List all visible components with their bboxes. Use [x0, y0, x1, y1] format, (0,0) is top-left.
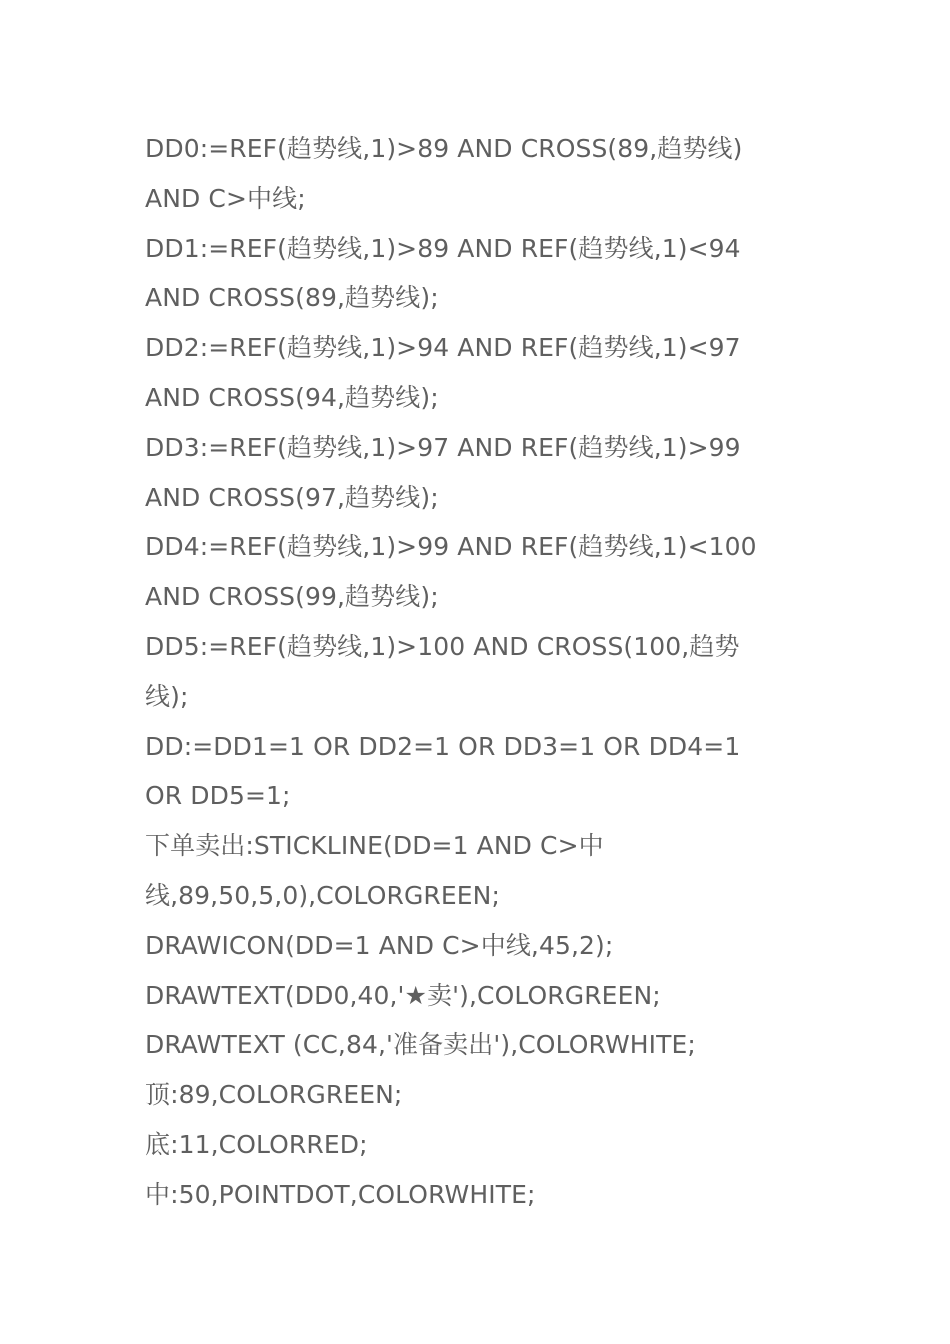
code-line: AND CROSS(89,趋势线); [145, 283, 439, 313]
code-line: AND CROSS(97,趋势线); [145, 482, 439, 512]
code-line: DD3:=REF(趋势线,1)>97 AND REF(趋势线,1)>99 [145, 432, 741, 462]
code-line: 中:50,POINTDOT,COLORWHITE; [145, 1179, 536, 1209]
code-line: AND CROSS(99,趋势线); [145, 582, 439, 612]
code-line: DD5:=REF(趋势线,1)>100 AND CROSS(100,趋势 [145, 631, 740, 661]
code-line: DRAWTEXT(DD0,40,'★卖'),COLORGREEN; [145, 980, 661, 1010]
code-line: AND C>中线; [145, 183, 306, 213]
code-line: OR DD5=1; [145, 781, 291, 811]
code-line: DD:=DD1=1 OR DD2=1 OR DD3=1 OR DD4=1 [145, 731, 741, 761]
formula-code-block [145, 124, 825, 1220]
code-line: 顶:89,COLORGREEN; [145, 1080, 403, 1110]
code-line: DRAWTEXT (CC,84,'准备卖出'),COLORWHITE; [145, 1030, 696, 1060]
code-line: 线); [145, 681, 189, 711]
code-line: 下单卖出:STICKLINE(DD=1 AND C>中 [145, 831, 604, 861]
code-line: DD0:=REF(趋势线,1)>89 AND CROSS(89,趋势线) [145, 134, 743, 163]
code-line: DRAWICON(DD=1 AND C>中线,45,2); [145, 930, 614, 960]
code-line: DD1:=REF(趋势线,1)>89 AND REF(趋势线,1)<94 [145, 233, 741, 263]
code-line: DD2:=REF(趋势线,1)>94 AND REF(趋势线,1)<97 [145, 333, 741, 363]
code-line: 底:11,COLORRED; [145, 1129, 368, 1159]
code-line: DD4:=REF(趋势线,1)>99 AND REF(趋势线,1)<100 [145, 532, 757, 562]
code-line: AND CROSS(94,趋势线); [145, 382, 439, 412]
code-line: 线,89,50,5,0),COLORGREEN; [145, 880, 500, 910]
